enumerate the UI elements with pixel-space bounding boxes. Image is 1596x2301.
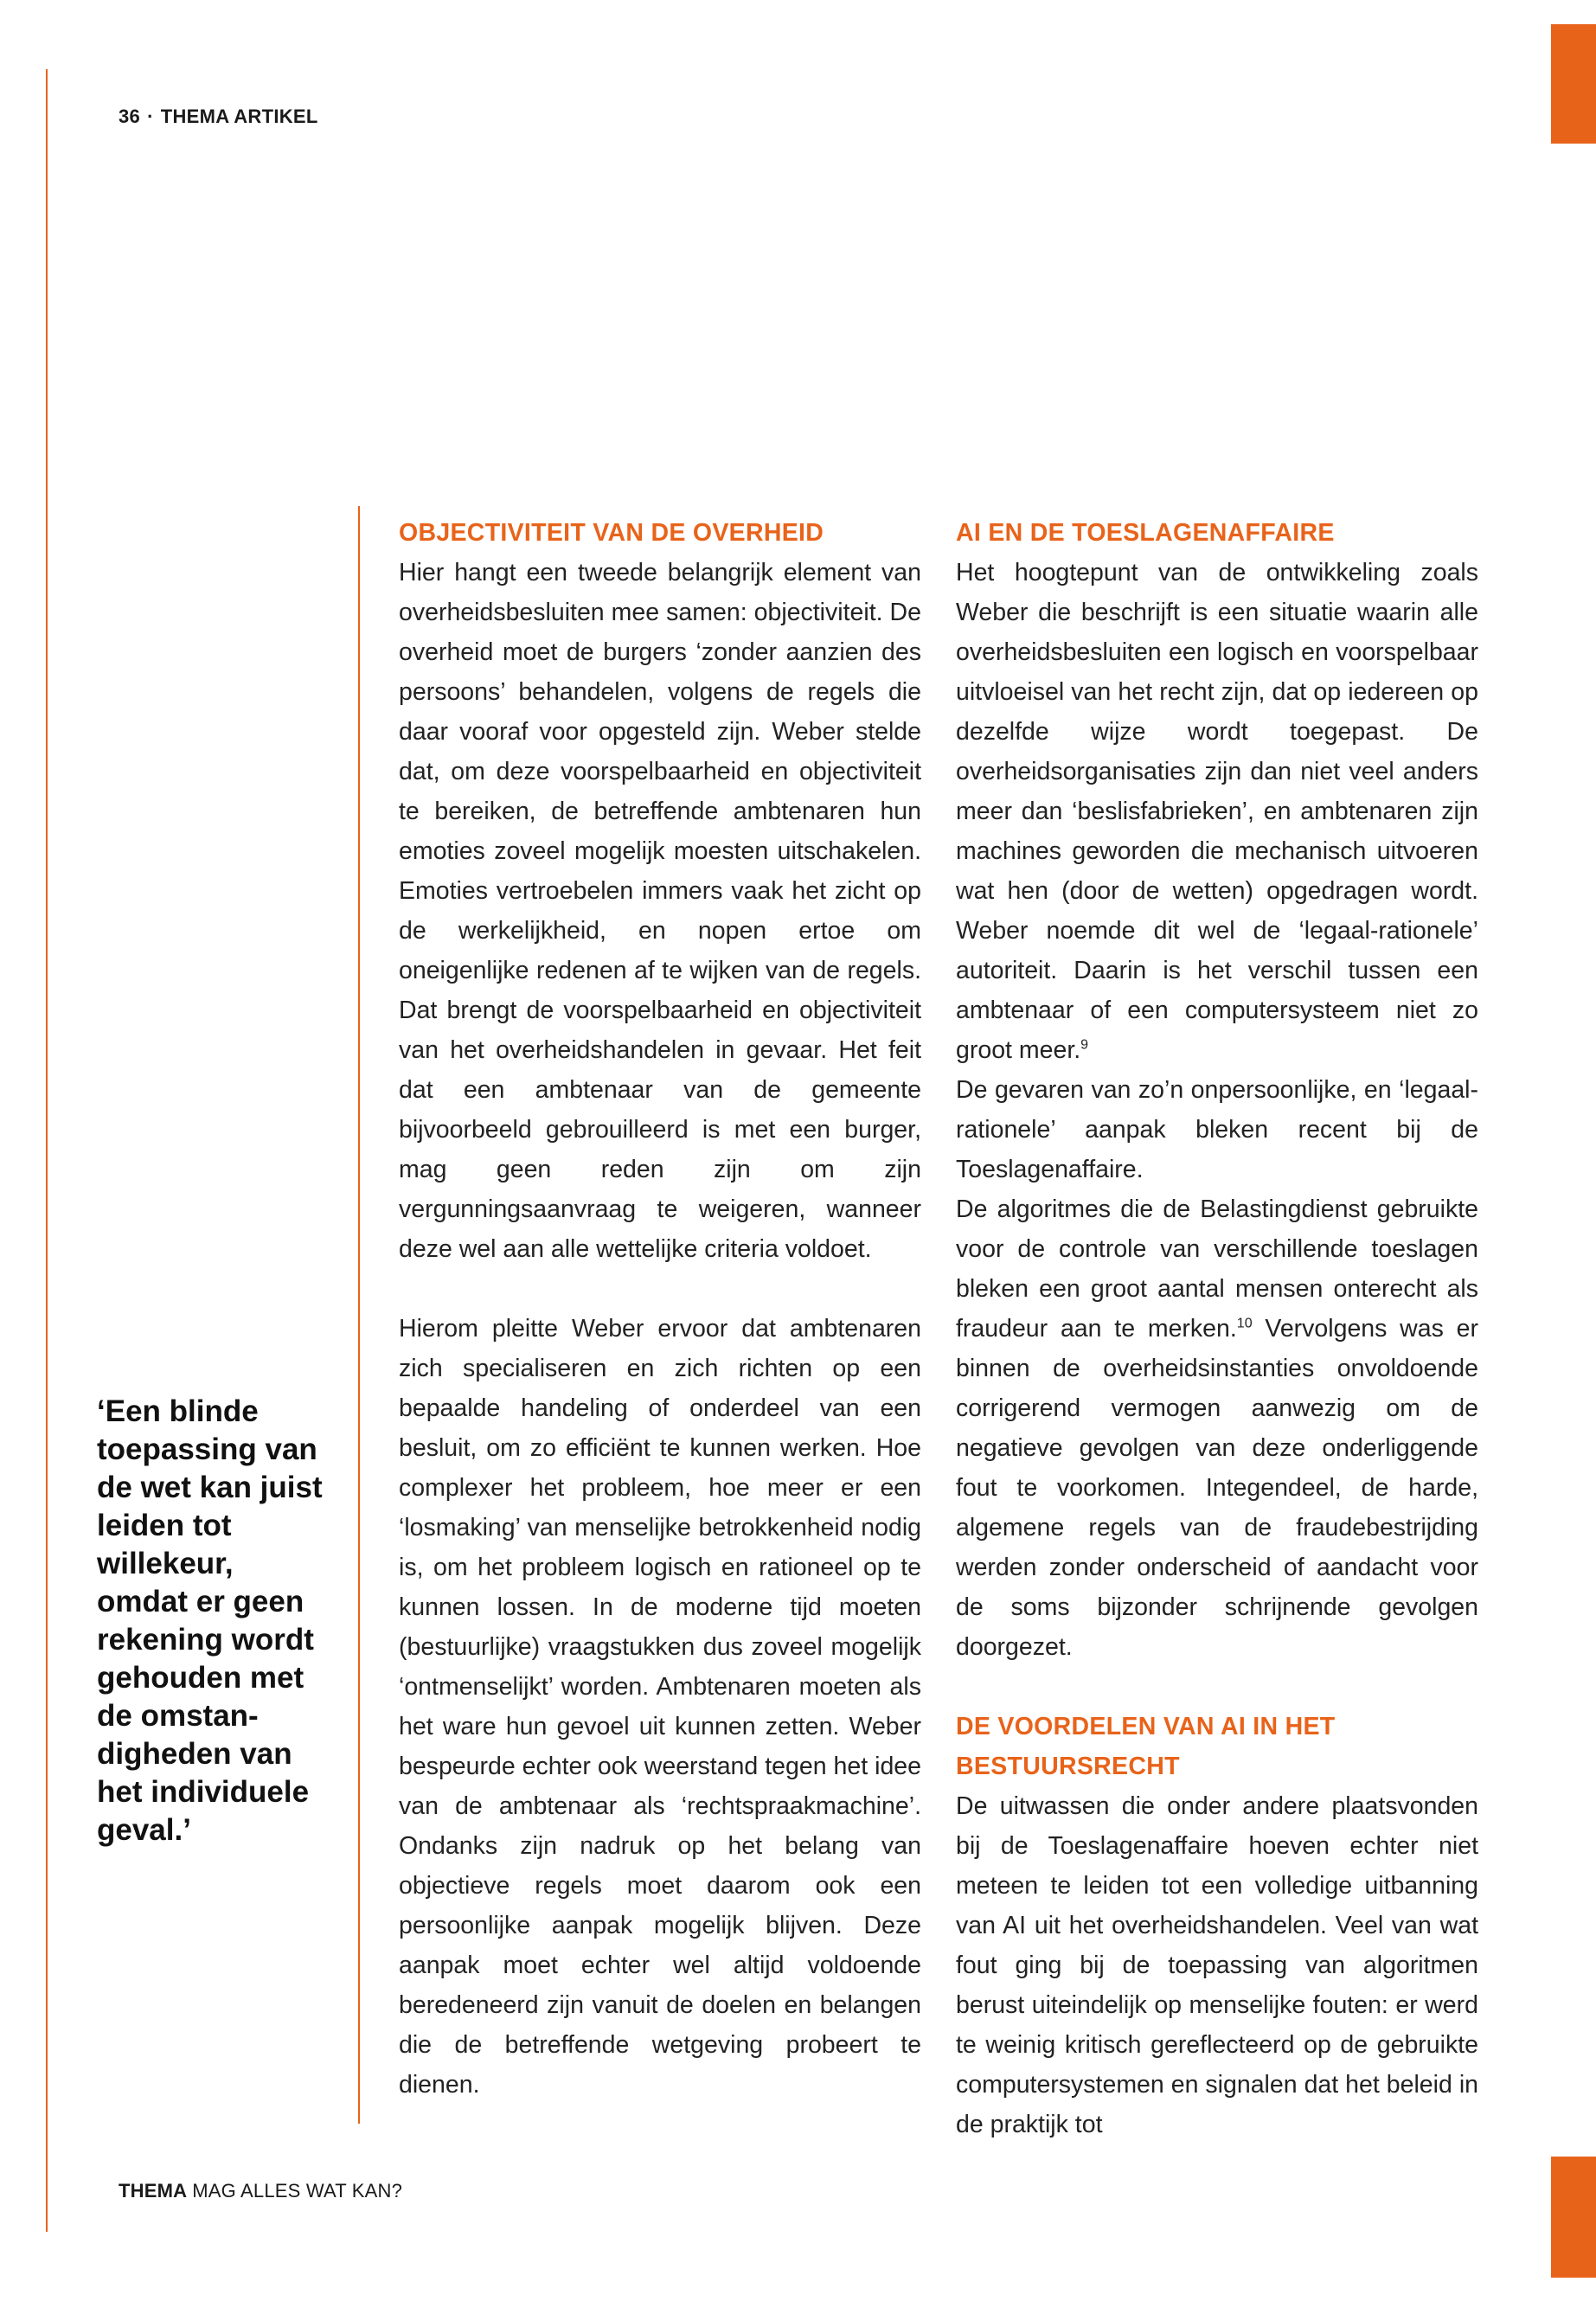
section-label: THEMA ARTIKEL <box>160 106 318 127</box>
header-separator: · <box>147 106 154 127</box>
paragraph <box>956 553 1478 1189</box>
page-header <box>119 106 318 128</box>
paragraph-text: Vervolgens was er binnen de overheidsinstanties onvoldoende corrigerend vermogen aanwezig om de negatieve gevolgen van deze onderliggende fout te voorkomen. Integendeel, de harde, algemene regels van de fraudebestrijding werden zonder onderscheid of aandacht voor de soms bijzonder schrijnende gevolgen doorgezet. <box>956 1315 1478 1661</box>
paragraph-text: De algoritmes die de Belastingdienst gebruikte voor de controle van verschillende toeslagen bleken een groot aantal mensen onterecht als fraudeur aan te merken. <box>956 1195 1478 1343</box>
issue-title: MAG ALLES WAT KAN? <box>192 2180 403 2202</box>
footnote-ref-10[interactable]: 10 <box>1236 1316 1253 1331</box>
paragraph-text: De gevaren van zo’n onpersoonlijke, en ‘legaal-rationele’ aanpak bleken recent bij de Toeslagenaffaire. <box>956 1076 1478 1183</box>
orange-tab-bottom <box>1551 2157 1596 2278</box>
magazine-name: THEMA <box>119 2180 188 2202</box>
section-heading-objectivity: OBJECTIVITEIT VAN DE OVERHEID <box>399 519 824 547</box>
section-heading-advantages: DE VOORDELEN VAN AI IN HET BESTUURSRECHT <box>956 1713 1336 1780</box>
paragraph <box>956 1189 1478 1667</box>
orange-tab-top <box>1551 24 1596 144</box>
column-rule <box>358 506 360 2124</box>
paragraph: Hierom pleitte Weber ervoor dat ambtenaren zich specialiseren en zich richten op een bepaalde handeling of onderdeel van een besluit, om zo efficiënt te kunnen werken. Hoe complexer het probleem, hoe meer er een ‘losmaking’ van menselijke betrokkenheid nodig is, om het probleem logisch en rationeel op te kunnen lossen. In de moderne tijd moeten (bestuurlijke) vraagstukken dus zoveel mogelijk ‘ontmenselijkt’ worden. Ambtenaren moeten als het ware hun gevoel uit kunnen zetten. Weber bespeurde echter ook weerstand tegen het idee van de ambtenaar als ‘rechtspraakmachine’. Ondanks zijn nadruk op het belang van objectieve regels moet daarom ook een persoonlijke aanpak mogelijk blijven. Deze aanpak moet echter wel altijd voldoende beredeneerd zijn vanuit de doelen en belangen die de betreffende wetgeving probeert te dienen. <box>399 1315 921 2099</box>
page-number: 36 <box>119 106 141 127</box>
paragraph: De uitwassen die onder andere plaatsvonden bij de Toeslagenaffaire hoeven echter niet meteen te leiden tot een volledige uitbanning van AI uit het overheidshandelen. Veel van wat fout ging bij de toepassing van algoritmen berust uiteindelijk op menselijke fouten: er werd te weinig kritisch gereflecteerd op de gebruikte computersystemen en signalen dat het beleid in de praktijk tot <box>956 1792 1478 2138</box>
left-margin-rule <box>46 69 48 2232</box>
pull-quote: ‘Een blinde toepassing van de wet kan juist leiden tot willekeur, omdat er geen rekening wordt gehouden met de omstandigheden van het individuele geval.’ <box>97 1394 323 1847</box>
page-footer <box>119 2180 402 2202</box>
article-column-1 <box>399 513 921 2105</box>
footnote-ref-9[interactable]: 9 <box>1080 1037 1089 1053</box>
section-heading-ai-toeslagenaffaire: AI EN DE TOESLAGENAFFAIRE <box>956 519 1335 547</box>
paragraph-text: Het hoogtepunt van de ontwikkeling zoals Weber die beschrijft is een situatie waarin alle overheidsbesluiten een logisch en voorspelbaar uitvloeisel van het recht zijn, dat op iedereen op dezelfde wijze wordt toegepast. De overheidsorganisaties zijn dan niet veel anders meer dan ‘beslisfabrieken’, en ambtenaren zijn machines geworden die mechanisch uitvoeren wat hen (door de wetten) opgedragen wordt. Weber noemde dit wel de ‘legaal-rationele’ autoriteit. Daarin is het verschil tussen een ambtenaar of een computersysteem niet zo groot meer. <box>956 559 1478 1064</box>
article-column-2 <box>956 513 1478 2144</box>
paragraph: Hier hangt een tweede belangrijk element van overheidsbesluiten mee samen: objectiviteit. De overheid moet de burgers ‘zonder aanzien des persoons’ behandelen, volgens de regels die daar vooraf voor opgesteld zijn. Weber stelde dat, om deze voorspelbaarheid en objectiviteit te bereiken, de betreffende ambtenaren hun emoties zoveel mogelijk moesten uitschakelen. Emoties vertroebelen immers vaak het zicht op de werkelijkheid, en nopen ertoe om oneigenlijke redenen af te wijken van de regels. Dat brengt de voorspelbaarheid en objectiviteit van het overheidshandelen in gevaar. Het feit dat een ambtenaar van de gemeente bijvoorbeeld gebrouilleerd is met een burger, mag geen reden zijn om zijn vergunningsaanvraag te weigeren, wanneer deze wel aan alle wettelijke criteria voldoet. <box>399 559 921 1263</box>
